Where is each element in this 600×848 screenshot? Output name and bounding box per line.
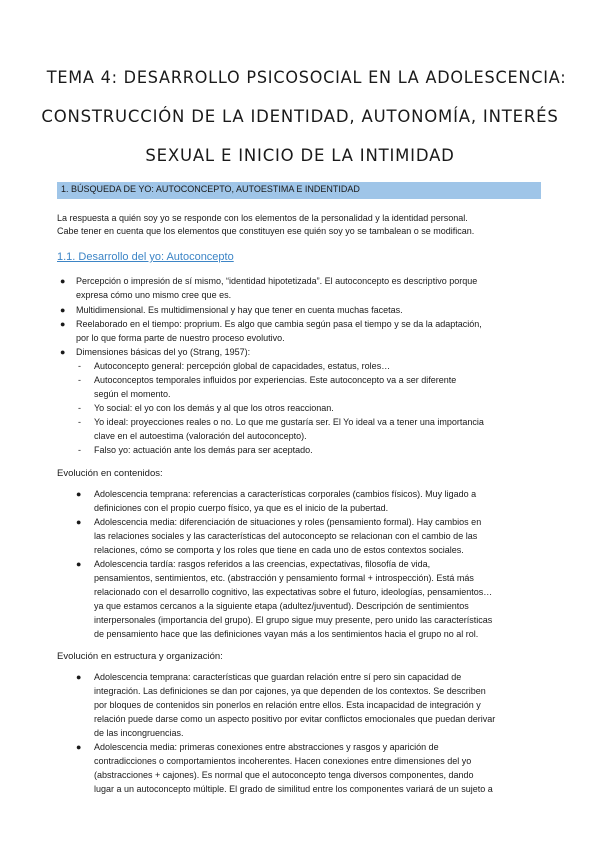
bullet-icon: ●	[76, 672, 82, 682]
bullet-line: Adolescencia tardía: rasgos referidos a las creencias, expectativas, filosofía de vida,	[94, 559, 431, 569]
bullet-icon: ●	[76, 742, 82, 752]
bullet-line: integración. Las definiciones se dan por cajones, ya que dependen de los contextos. Se describen	[94, 686, 486, 696]
bullet-line: Adolescencia media: diferenciación de situaciones y roles (pensamiento formal). Hay cambios en	[94, 517, 482, 527]
section-heading-bar	[57, 182, 541, 199]
bullet-line: por lo que forma parte de nuestro proceso evolutivo.	[76, 333, 285, 343]
bullet-line: Adolescencia temprana: referencias a características corporales (cambios físicos). Muy ligado a	[94, 489, 477, 499]
dash-icon: -	[78, 445, 81, 455]
bullet-line: Percepción o impresión de sí mismo, “identidad hipotetizada”. El autoconcepto es descriptivo porque	[76, 276, 478, 286]
dimension-line: clave en el autoestima (valoración del autoconcepto).	[94, 431, 307, 441]
bullet-line: Adolescencia temprana: características que guardan relación entre sí pero sin capacidad de	[94, 672, 462, 682]
bullet-line: relación puede darse como un aspecto positivo por evitar conflictos emocionales que puedan derivar	[94, 714, 496, 724]
dimension-line: Autoconcepto general: percepción global de capacidades, estatus, roles…	[94, 361, 391, 371]
dimension-line: Autoconceptos temporales influidos por experiencias. Este autoconcepto va a ser diferente	[94, 375, 457, 385]
dash-icon: -	[78, 417, 81, 427]
bullet-icon: ●	[60, 319, 66, 329]
bullet-line: las relaciones sociales y las características del autoconcepto se relacionan con el cambio de las	[94, 531, 478, 541]
estructura-heading: Evolución en estructura y organización:	[57, 651, 223, 662]
bullet-icon: ●	[76, 517, 82, 527]
bullet-line: (abstracciones + cajones). Es normal que el autoconcepto tenga diversos componentes, dando	[94, 770, 474, 780]
bullet-line: Multidimensional. Es multidimensional y hay que tener en cuenta muchas facetas.	[76, 305, 403, 315]
bullet-line: de pensamiento hace que las definiciones vayan más a los sentimientos hacia el grupo no al rol.	[94, 629, 479, 639]
dimension-line: Yo ideal: proyecciones reales o no. Lo que me gustaría ser. El Yo ideal va a tener una importancia	[94, 417, 484, 427]
bullet-line: por bloques de contenidos sin ponerlos en relación entre ellos. Esta incapacidad de integración y	[94, 700, 481, 710]
bullet-icon: ●	[76, 489, 82, 499]
intro-line-2: Cabe tener en cuenta que los elementos que constituyen ese quién soy yo se tambalean o se modifican.	[57, 226, 475, 236]
title-line-1: TEMA 4: DESARROLLO PSICOSOCIAL EN LA ADOLESCENCIA:	[46, 68, 567, 87]
bullet-line: Adolescencia media: primeras conexiones entre abstracciones y rasgos y aparición de	[94, 742, 439, 752]
bullet-line: Reelaborado en el tiempo: proprium. Es algo que cambia según pasa el tiempo y se da la adaptación,	[76, 319, 482, 329]
bullet-line: relaciones, cómo se comporta y los roles que tiene en cada uno de estos contextos sociales.	[94, 545, 464, 555]
section-heading: 1. BÚSQUEDA DE YO: AUTOCONCEPTO, AUTOESTIMA E INDENTIDAD	[61, 184, 360, 194]
dash-icon: -	[78, 361, 81, 371]
bullet-line: relacionado con el desarrollo cognitivo, las expectativas sobre el futuro, ideologías, pensamientos…	[94, 587, 493, 597]
bullet-line: lugar a un autoconcepto múltiple. El grado de similitud entre los componentes variará de un sujeto a	[94, 784, 493, 794]
document-title	[40, 58, 567, 175]
bullet-line: de las incongruencias.	[94, 728, 184, 738]
bullet-line: contradicciones o comportamientos incoherentes. Hacen conexiones entre dimensiones del yo	[94, 756, 472, 766]
bullet-icon: ●	[60, 305, 66, 315]
title-line-2: CONSTRUCCIÓN DE LA IDENTIDAD, AUTONOMÍA, INTERÉS	[41, 107, 559, 126]
intro-line-1: La respuesta a quién soy yo se responde con los elementos de la personalidad y la identidad personal.	[57, 213, 468, 223]
bullet-line: ya que estamos cercanos a la siguiente etapa (adultez/juventud). Descripción de sentimientos	[94, 601, 469, 611]
dash-icon: -	[78, 403, 81, 413]
bullet-icon: ●	[60, 276, 66, 286]
dimension-line: Falso yo: actuación ante los demás para ser aceptado.	[94, 445, 313, 455]
bullet-icon: ●	[60, 347, 66, 357]
subsection-heading: 1.1. Desarrollo del yo: Autoconcepto	[57, 251, 234, 263]
bullet-line: expresa cómo uno mismo cree que es.	[76, 290, 232, 300]
bullet-line: pensamientos, sentimientos, etc. (abstracción y pensamiento formal + introspección). Está más	[94, 573, 474, 583]
bullet-line: Dimensiones básicas del yo (Strang, 1957):	[76, 347, 251, 357]
dimension-line: Yo social: el yo con los demás y al que los otros reaccionan.	[94, 403, 334, 413]
bullet-icon: ●	[76, 559, 82, 569]
dash-icon: -	[78, 375, 81, 385]
dimension-line: según el momento.	[94, 389, 171, 399]
bullet-line: definiciones con el propio cuerpo físico, ya que es el inicio de la pubertad.	[94, 503, 389, 513]
title-line-3: SEXUAL E INICIO DE LA INTIMIDAD	[145, 146, 455, 165]
contenidos-heading: Evolución en contenidos:	[57, 468, 163, 479]
bullet-line: interpersonales (importancia del grupo). El grupo sigue muy presente, pero unido las características	[94, 615, 493, 625]
